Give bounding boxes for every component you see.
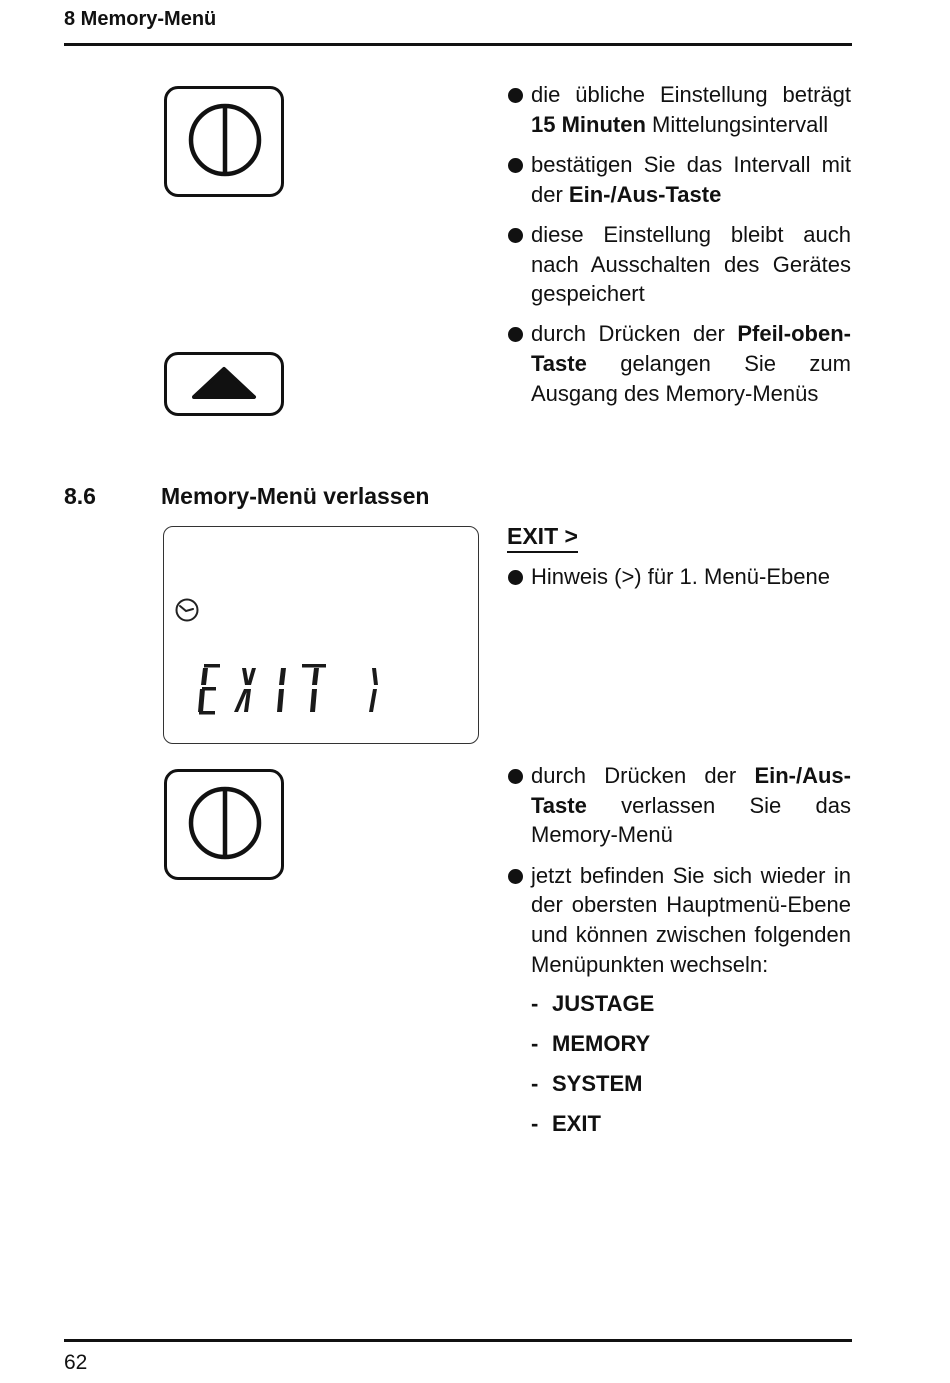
bullet-leave-memory bbox=[507, 761, 851, 850]
menu-item-memory bbox=[531, 1030, 654, 1058]
menu-dash: - bbox=[531, 1111, 539, 1136]
menu-item-system bbox=[531, 1070, 654, 1098]
settings-bullet-list bbox=[507, 80, 851, 419]
running-header: 8 Memory-Menü bbox=[64, 8, 217, 30]
arrow-up-key bbox=[164, 352, 284, 416]
lcd-segments bbox=[164, 527, 480, 745]
bullet-bold-text: 15 Minuten bbox=[531, 111, 646, 137]
on-off-key bbox=[164, 769, 284, 880]
menu-label: JUSTAGE bbox=[552, 991, 655, 1016]
menu-dash: - bbox=[531, 991, 539, 1016]
bullet-bold-text: Pfeil-oben-Taste bbox=[531, 321, 851, 377]
bullet-text: Mittelungsintervall bbox=[645, 111, 829, 137]
menu-dash: - bbox=[531, 1031, 539, 1056]
bullet-interval-default bbox=[507, 80, 851, 139]
exit-bullet-list bbox=[507, 761, 851, 990]
section-number: 8.6 bbox=[64, 483, 96, 509]
bullet-arrow-up-exit bbox=[507, 319, 851, 408]
header-rule bbox=[64, 43, 852, 46]
exit-label: EXIT > bbox=[507, 522, 578, 553]
clock-icon bbox=[177, 600, 198, 621]
footer-rule bbox=[64, 1339, 852, 1342]
bullet-text: diese Einstellung bleibt auch nach Ausschalten des Gerätes gespeichert bbox=[531, 221, 851, 307]
page-number: 62 bbox=[64, 1351, 88, 1374]
bullet-text: jetzt befinden Sie sich wieder in der obersten Hauptmenü-Ebene und können zwischen folgenden Menüpunkten wechseln: bbox=[531, 862, 851, 977]
lcd-display bbox=[163, 526, 479, 744]
on-off-key bbox=[164, 86, 284, 197]
main-menu-items bbox=[531, 990, 654, 1150]
bullet-main-menu bbox=[507, 861, 851, 980]
power-icon bbox=[167, 89, 281, 194]
bullet-menu-hint bbox=[507, 562, 851, 592]
power-icon bbox=[167, 772, 281, 877]
bullet-text: die übliche Einstellung beträgt bbox=[531, 82, 851, 107]
bullet-bold-text: Ein-/Aus-Taste bbox=[568, 181, 722, 207]
hint-bullet-list bbox=[507, 562, 851, 602]
bullet-text: verlassen Sie das Memory-Menü bbox=[531, 792, 851, 848]
bullet-text: durch Drücken der bbox=[531, 321, 738, 347]
bullet-text: bestätigen Sie das Intervall mit der bbox=[531, 151, 851, 207]
bullet-text: Hinweis (>) für 1. Menü-Ebene bbox=[531, 564, 830, 589]
menu-dash: - bbox=[531, 1071, 539, 1096]
bullet-text: durch Drücken der bbox=[531, 763, 755, 788]
menu-label: SYSTEM bbox=[552, 1071, 643, 1096]
menu-label: MEMORY bbox=[552, 1031, 651, 1056]
menu-item-justage bbox=[531, 990, 654, 1018]
lcd-text-exit bbox=[198, 664, 378, 715]
bullet-text: gelangen Sie zum Ausgang des Memory-Menüs bbox=[531, 351, 851, 406]
bullet-confirm-interval bbox=[507, 150, 851, 209]
arrow-up-icon bbox=[167, 355, 281, 413]
menu-item-exit bbox=[531, 1110, 654, 1138]
bullet-bold-text: Ein-/Aus-Taste bbox=[531, 763, 851, 818]
menu-label: EXIT bbox=[552, 1111, 601, 1136]
section-title: Memory-Menü verlassen bbox=[161, 483, 430, 509]
bullet-setting-kept bbox=[507, 220, 851, 309]
